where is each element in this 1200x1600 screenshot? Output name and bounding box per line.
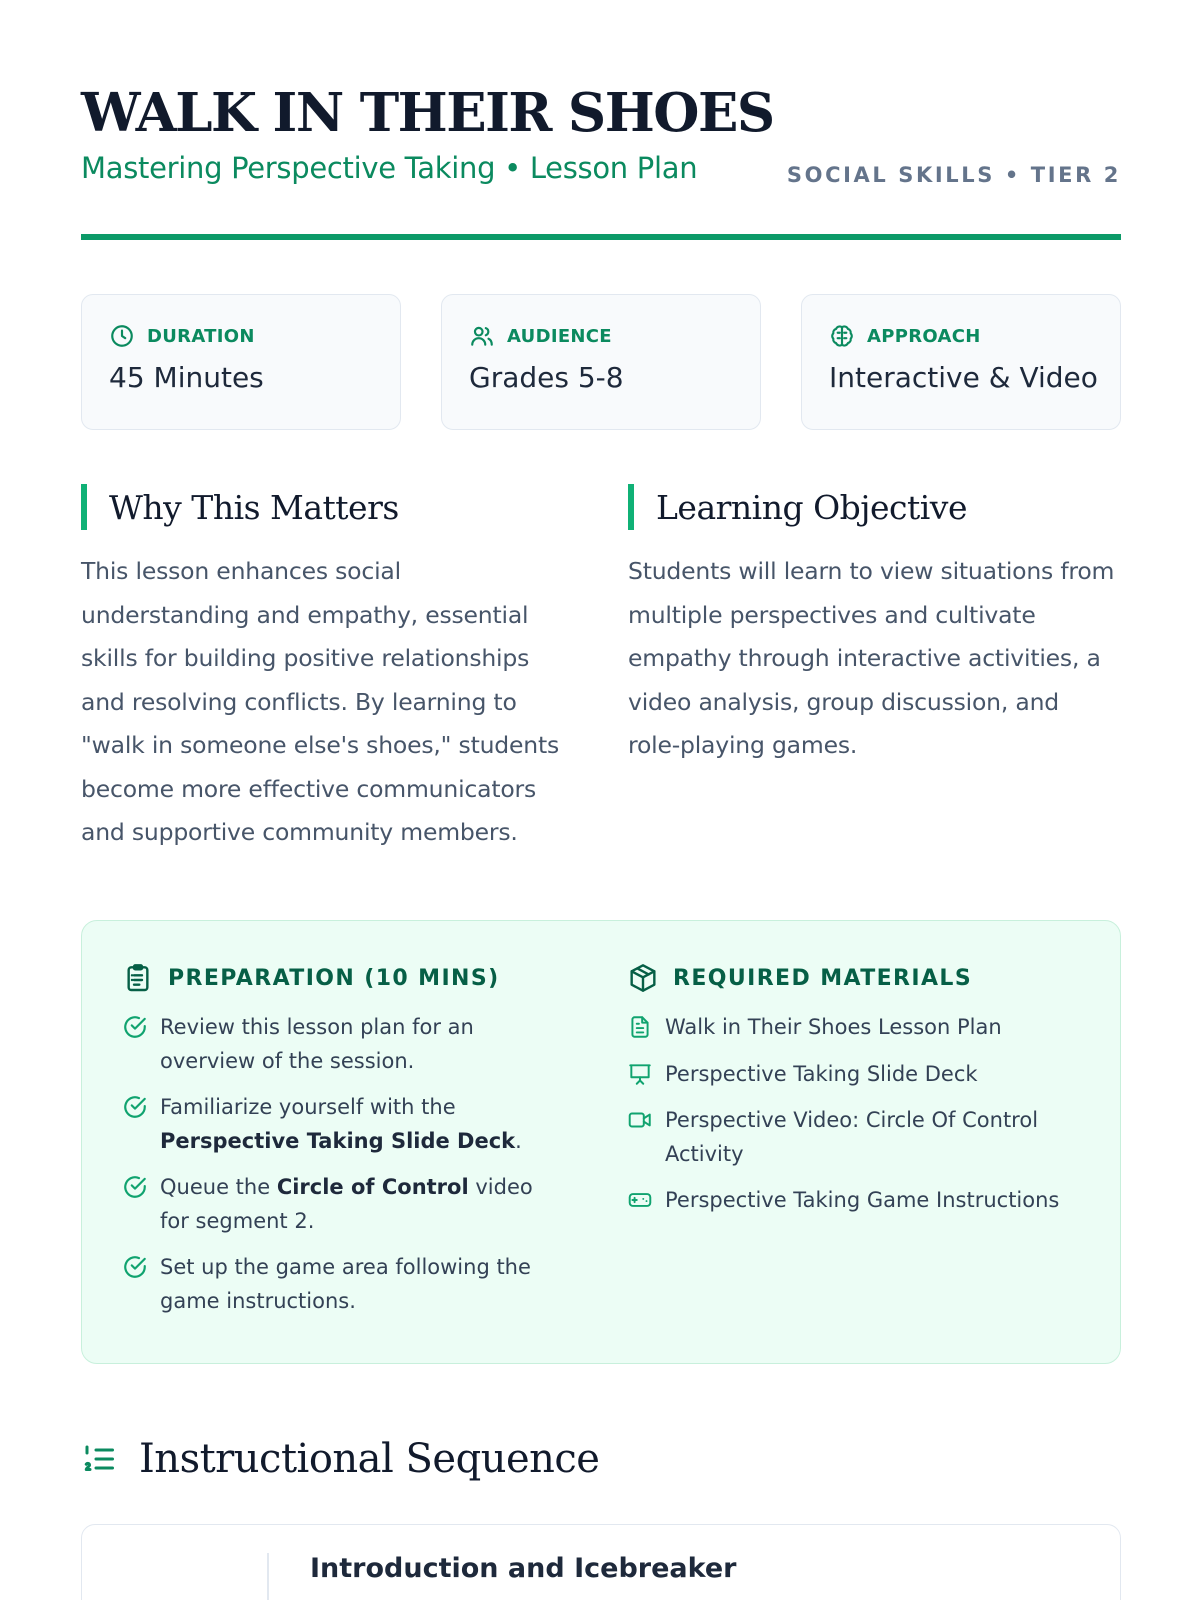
objective-heading: Learning Objective [656,487,967,527]
lesson-plan-page [81,0,1121,1600]
section-accent-bar [81,484,87,530]
check-circle-icon [122,1254,148,1280]
preparation-column [122,961,552,1331]
preparation-box [81,920,1121,1364]
materials-heading: REQUIRED MATERIALS [673,965,973,991]
header-divider [81,234,1121,240]
material-label: Perspective Video: Circle Of Control Activity [665,1108,1039,1166]
section-accent-bar [628,484,634,530]
list-item: Set up the game area following the game instructions. [122,1251,552,1318]
why-section [81,484,571,855]
why-body: This lesson enhances social understanding and empathy, essential skills for building positive relationships and resolving conflicts. By learning to "walk in someone else's shoes," students become more effective communicators and supportive community members. [81,557,560,846]
material-item [627,1104,1097,1171]
objective-body: Students will learn to view situations from multiple perspectives and cultivate empathy through interactive activities, a video analysis, group discussion, and role-playing games. [628,557,1115,759]
material-item [627,1184,1097,1218]
material-label: Perspective Taking Slide Deck [665,1061,978,1086]
sequence-heading: Instructional Sequence [139,1436,600,1482]
material-item [627,1011,1097,1045]
gamepad-icon [627,1187,653,1213]
duration-label: DURATION [147,325,255,347]
approach-value: Interactive & Video [829,361,1098,394]
sequence-header [81,1431,599,1487]
audience-label: AUDIENCE [507,325,612,347]
check-circle-icon [122,1014,148,1040]
document-icon [627,1014,653,1040]
approach-label: APPROACH [867,325,981,347]
list-item: Queue the Circle of Control video for segment 2. [122,1171,552,1238]
materials-column [627,961,1097,1231]
category-tag: SOCIAL SKILLS • TIER 2 [786,163,1121,187]
list-item: Review this lesson plan for an overview of the session. [122,1011,552,1078]
page-title: WALK IN THEIR SHOES [81,82,774,144]
video-icon [627,1107,653,1133]
material-label: Walk in Their Shoes Lesson Plan [665,1015,1002,1039]
check-circle-icon [122,1094,148,1120]
audience-card [441,294,761,430]
numbered-list-icon [81,1441,117,1477]
why-heading: Why This Matters [109,487,399,527]
audience-value: Grades 5-8 [469,361,624,394]
brain-icon [829,323,855,349]
clock-icon [109,323,135,349]
package-icon [627,962,659,994]
preparation-heading: PREPARATION (10 MINS) [168,965,500,991]
step-title: Introduction and Icebreaker [310,1553,737,1584]
list-item: Familiarize yourself with the Perspective Taking Slide Deck. [122,1091,552,1158]
approach-card [801,294,1121,430]
users-icon [469,323,495,349]
duration-card [81,294,401,430]
presentation-icon [627,1061,653,1087]
objective-section [628,484,1118,768]
duration-value: 45 Minutes [109,361,264,394]
page-subtitle: Mastering Perspective Taking • Lesson Plan [81,151,698,185]
clipboard-icon [122,962,154,994]
sequence-step-card [81,1524,1121,1600]
material-item [627,1058,1097,1092]
material-label: Perspective Taking Game Instructions [665,1188,1060,1212]
check-circle-icon [122,1174,148,1200]
step-divider [267,1553,269,1600]
